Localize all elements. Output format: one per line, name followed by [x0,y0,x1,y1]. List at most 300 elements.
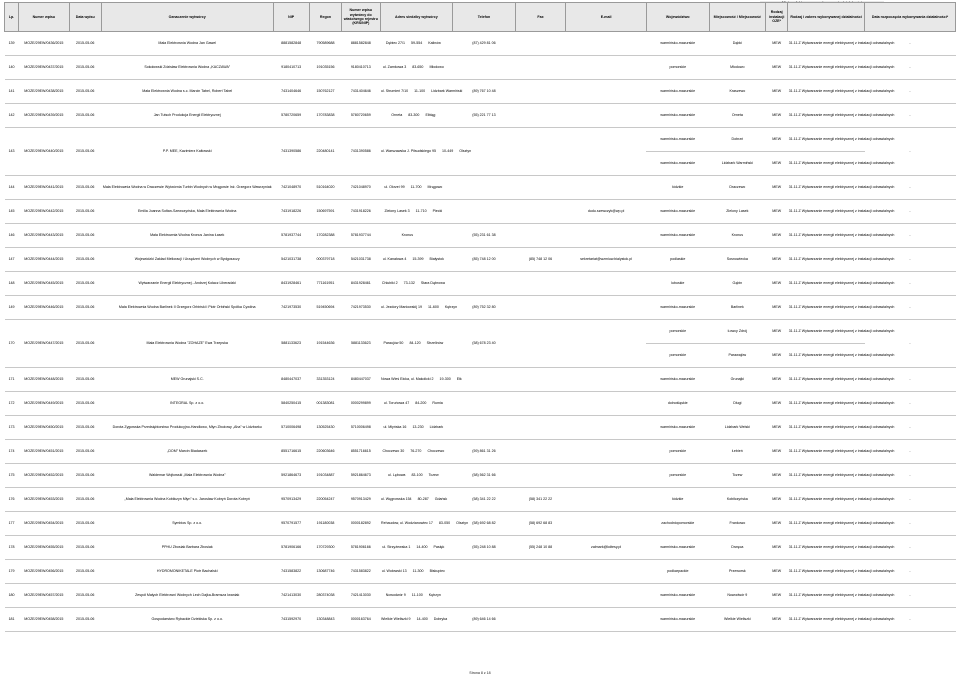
email-value [566,416,647,440]
column-header: Miejscowość / Miejscowość [709,3,766,32]
fax-value [515,176,565,200]
voivodeship-value: pomorskie [646,464,709,488]
address-city: Piecki [432,209,443,214]
entry-date: 2015-05-06 [69,512,101,536]
phone-value: (85) 748 12 00 [453,248,516,272]
start-date: - [865,320,956,368]
krs-value: 0000182892 [342,512,380,536]
entry-number: MOZE/29EW/0436/2015 [19,32,69,56]
producer-name: Mała Elektrownia Wodna w Draczewie Wytwórnia Turbin Wodnych w Mrągowie Inż. Grzegorz Wawrzyniak [101,176,273,200]
table-row [5,560,956,584]
nip-value: 5840250415 [273,392,309,416]
nip-value: 5881133623 [273,320,309,368]
table-row [5,32,956,56]
krs-value: 7431583822 [342,560,380,584]
address-addr: Chlubiki 2 [381,281,398,286]
address-city: Olsztyn [456,521,469,526]
column-header: Oznaczenie wytwórcy [101,3,273,32]
voivodeship-value: podkarpackie [646,560,709,584]
entry-number: MOZE/29EW/0458/2015 [19,608,69,632]
address-city: Rumia [432,401,443,406]
installation-type: MEW [766,560,788,584]
start-date: - [865,80,956,104]
installation-type: MEW [766,272,788,296]
table-row [5,584,956,608]
installation-type: MEW [766,608,788,632]
entry-date: 2015-05-06 [69,488,101,512]
town-value: Dąbki [709,32,766,56]
installation-type: MEW [766,416,788,440]
producer-name: Sokołowski Zdzisław Elektrownia Wodna „KACZAWA” [101,56,273,80]
voivodeship-value: pomorskie [646,344,709,368]
fax-value: (58) 341 22 22 [515,488,565,512]
address-city: Stara Dąbrowa [420,281,445,286]
town-value: Przeworsk [709,560,766,584]
town-value: Gąbin [709,272,766,296]
activity-description: 31.11.Z Wytwarzanie energii elektrycznej z instalacji odnawialnych [788,344,865,368]
town-value: Zielony Lasek [709,200,766,224]
producer-name: „Mała Elektrownia Wodna Kobiłczyn Młyn” s.c. Jarosław Kobryń Dorota Kobryń [101,488,273,512]
activity-description: 31.11.Z Wytwarzanie energii elektrycznej z instalacji odnawialnych [788,368,865,392]
address-city: Strzelinów [426,341,444,346]
krs-value: 0000163764 [342,608,380,632]
regon-value: 519450694 [309,296,341,320]
row-number: 179 [5,560,19,584]
fax-value [515,200,565,224]
table-row [5,248,956,272]
fax-value [515,296,565,320]
column-header: Numer wpisu [19,3,69,32]
activity-description: 31.11.Z Wytwarzanie energii elektrycznej z instalacji odnawialnych [788,560,865,584]
regon-value: 331353124 [309,368,341,392]
row-number: 144 [5,176,19,200]
producer-name: Mała Elektrownia Wodna Barlinek II Grzegorz Orbiński i Piotr Orbiński Spółka Cywilna [101,296,273,320]
fax-value [515,584,565,608]
address-zip: 11-600 [427,305,439,310]
producer-name: Emilia Joanna Sołtan-Szewczyńska, Mała Elektrownia Wodna [101,200,273,224]
email-value [566,560,647,584]
address-city: Kętrzyn [428,593,441,598]
fax-value [515,320,565,368]
table-row [5,200,956,224]
voivodeship-value: warmińsko-mazurskie [646,224,709,248]
start-date: - [865,128,956,176]
regon-value: 000379718 [309,248,341,272]
fax-value [515,56,565,80]
table-row [5,224,956,248]
entry-date: 2015-05-06 [69,224,101,248]
producer-name: PPHU Zbosiak Barbara Zbosiak [101,536,273,560]
start-date: - [865,200,956,224]
voivodeship-value: warmińsko-mazurskie [646,584,709,608]
town-value: Kraszewo [709,80,766,104]
address-cell [380,296,458,320]
installation-type: MEW [766,128,788,152]
regon-value: 191034887 [309,464,341,488]
address-addr: ul. Węgrowska 154 [381,497,412,502]
nip-value: 5421031738 [273,248,309,272]
entry-date: 2015-05-06 [69,200,101,224]
activity-description: 31.11.Z Wytwarzanie energii elektrycznej z instalacji odnawialnych [788,488,865,512]
page-footer: Strona 8 z 18 [469,671,491,675]
phone-value: (55) 248 10 88 [453,536,516,560]
entry-number: MOZE/29EW/0448/2015 [19,368,69,392]
town-value: Lidzbark Welski [709,416,766,440]
producer-name: INTEGRAL Sp. z o.o. [101,392,273,416]
start-date: - [865,56,956,80]
phone-value: (59) 861 31 26 [453,440,516,464]
activity-description: 31.11.Z Wytwarzanie energii elektrycznej z instalacji odnawialnych [788,32,865,56]
email-value [566,608,647,632]
entry-number: MOZE/29EW/0437/2015 [19,56,69,80]
registry-table [4,2,956,632]
phone-value [453,392,516,416]
email-value: zalmark@kdtesy.pl [566,536,647,560]
address-city: Mrągowo [427,185,443,190]
phone-value [453,584,516,608]
start-date: - [865,488,956,512]
entry-date: 2015-05-06 [69,248,101,272]
phone-value: (58) 678 23 40 [453,320,516,368]
address-zip: 83-100 [411,473,423,478]
start-date: - [865,368,956,392]
column-header: Rodzaj i zakres wykonywanej działalności [788,3,865,32]
voivodeship-value: łódzkie [646,176,709,200]
activity-description: 31.11.Z Wytwarzanie energii elektrycznej z instalacji odnawialnych [788,176,865,200]
town-value: Parawajów [709,344,766,368]
voivodeship-value: pomorskie [646,440,709,464]
entry-date: 2015-05-06 [69,392,101,416]
voivodeship-value: podlaskie [646,248,709,272]
voivodeship-value: łódzkie [646,488,709,512]
phone-value [453,56,516,80]
krs-value: 5710006498 [342,416,380,440]
column-header: Data rozpoczęcia wykonywania działalności* [865,3,956,32]
address-city: Młodowo [429,65,444,70]
address-zip: 84-120 [409,341,421,346]
regon-value: 150762127 [309,80,341,104]
address-zip: 59-554 [411,41,423,46]
address-city: Tczew [428,473,439,478]
nip-value: 7431404646 [273,80,309,104]
installation-type: MEW [766,464,788,488]
table-row [5,392,956,416]
installation-type: MEW [766,200,788,224]
address-zip: 14-400 [416,617,428,622]
krs-value: 8431928461 [342,272,380,296]
email-value [566,320,647,368]
address-cell [380,416,453,440]
entry-number: MOZE/29EW/0443/2015 [19,224,69,248]
table-row [5,320,956,344]
row-number: 139 [5,32,19,56]
fax-value [515,104,565,128]
address-cell [380,200,453,224]
entry-date: 2015-05-06 [69,416,101,440]
email-value [566,296,647,320]
entry-date: 2015-05-06 [69,80,101,104]
producer-name: Waldemar Wojtowski „Mała Elektrownia Wodna” [101,464,273,488]
krs-value: 5781937744 [342,224,380,248]
entry-number: MOZE/29EW/0442/2015 [19,200,69,224]
voivodeship-value: warmińsko-mazurskie [646,368,709,392]
entry-date: 2015-05-06 [69,104,101,128]
row-number: 173 [5,416,19,440]
producer-name: Dorota Zygowska Przedsiębiorstwo Produkcyjno-Handlowo, Młyn Zbożowy „Aha” w Lidzbarku [101,416,273,440]
activity-description: 31.11.Z Wytwarzanie energii elektrycznej z instalacji odnawialnych [788,56,865,80]
regon-value: 130525430 [309,416,341,440]
address-zip: 10-449 [442,149,454,154]
phone-value: (58) 562 31 66 [453,464,516,488]
start-date: - [865,440,956,464]
entry-date: 2015-05-06 [69,296,101,320]
installation-type: MEW [766,296,788,320]
voivodeship-value: warmińsko-mazurskie [646,152,709,176]
address-city: Lidzbark [429,425,444,430]
fax-value [515,608,565,632]
address-addr: ul. Wołowski 13 [381,569,407,574]
regon-value: 130687746 [309,560,341,584]
krs-value: 7431390586 [342,128,380,176]
town-value: Łebień [709,440,766,464]
entry-date: 2015-05-06 [69,56,101,80]
fax-value [515,416,565,440]
table-row [5,608,956,632]
entry-date: 2015-05-06 [69,536,101,560]
row-number: 175 [5,464,19,488]
installation-type: MEW [766,80,788,104]
regon-value: 191035156 [309,56,341,80]
producer-name: Mała Elektrownia Wodna Kronus Janina Łasek [101,224,273,248]
column-header: Rodzaj instalacji OZE* [766,3,788,32]
voivodeship-value: warmińsko-mazurskie [646,296,709,320]
start-date: - [865,224,956,248]
town-value: Kobiłczyńska [709,488,766,512]
voivodeship-value: warmińsko-mazurskie [646,32,709,56]
row-number: 172 [5,392,19,416]
start-date: - [865,32,956,56]
email-value [566,128,647,176]
column-header: Regon [309,3,341,32]
producer-name: HYDROMONIKETALE Piotr Bachalski [101,560,273,584]
entry-number: MOZE/29EW/0450/2015 [19,416,69,440]
address-addr: ul. Strumień 7/10 [381,89,409,94]
entry-number: MOZE/29EW/0446/2015 [19,296,69,320]
address-zip: 83-300 [408,113,420,118]
address-addr: ul. Kanałowa 4 [382,257,407,262]
row-number: 145 [5,200,19,224]
entry-number: MOZE/29EW/0454/2015 [19,512,69,536]
address-cell [380,320,453,368]
row-number: 170 [5,320,19,368]
nip-value: 5710006498 [273,416,309,440]
start-date: - [865,536,956,560]
entry-date: 2015-05-06 [69,320,101,368]
activity-description: 31.11.Z Wytwarzanie energii elektrycznej z instalacji odnawialnych [788,584,865,608]
installation-type: MEW [766,392,788,416]
email-value [566,392,647,416]
installation-type: MEW [766,344,788,368]
entry-number: MOZE/29EW/0456/2015 [19,560,69,584]
installation-type: MEW [766,248,788,272]
address-city: Ełk [456,377,462,382]
nip-value: 8881582848 [273,32,309,56]
table-row [5,440,956,464]
address-addr: Orneta [391,113,403,118]
town-value: Wielkie Wieliszki [709,608,766,632]
installation-type: MEW [766,368,788,392]
row-number: 181 [5,608,19,632]
krs-value: 0000299899 [342,392,380,416]
regon-value: 191544636 [309,320,341,368]
nip-value: 7421413030 [273,584,309,608]
address-addr: ul. Młyńska 16 [383,425,407,430]
activity-description: 31.11.Z Wytwarzanie energii elektrycznej z instalacji odnawialnych [788,416,865,440]
nip-value: 7421973530 [273,296,309,320]
entry-number: MOZE/29EW/0449/2015 [19,392,69,416]
town-value: Tczew [709,464,766,488]
krs-value: 5780720659 [342,104,380,128]
voivodeship-value: warmińsko-mazurskie [646,104,709,128]
fax-value [515,272,565,296]
address-addr: ul. Strzyżewska 1 [382,545,411,550]
column-header: NIP [273,3,309,32]
start-date: - [865,248,956,272]
nip-value: 5781937744 [273,224,309,248]
entry-date: 2015-05-06 [69,32,101,56]
address-addr: Zielony Lasek 3 [384,209,410,214]
phone-value: (89) 767 10 48 [453,80,516,104]
row-number: 177 [5,512,19,536]
voivodeship-value: zachodniopomorskie [646,512,709,536]
entry-number: MOZE/29EW/0455/2015 [19,536,69,560]
address-addr: Choczewo 30 [382,449,405,454]
town-value: Długi [709,392,766,416]
phone-value [453,200,516,224]
producer-name: Mała Elektrownia Wodna Jan Gawel [101,32,273,56]
voivodeship-value: warmińsko-mazurskie [646,128,709,152]
address-cell [380,392,453,416]
krs-value: 7421048970 [342,176,380,200]
address-city: Biskupiec [429,569,445,574]
producer-name: Jan Tutsch Produkcja Energii Elektrycznej [101,104,273,128]
entry-date: 2015-05-06 [69,584,101,608]
entry-number: MOZE/29EW/0444/2015 [19,248,69,272]
voivodeship-value: dolnośląskie [646,392,709,416]
regon-value: 170783838 [309,104,341,128]
town-value: Łowcy Zdrój [709,320,766,344]
entry-number: MOZE/29EW/0441/2015 [19,176,69,200]
row-number: 180 [5,584,19,608]
town-value: Sosnowiecka [709,248,766,272]
row-number: 140 [5,56,19,80]
krs-value: 9570913429 [342,488,380,512]
address-city: Elbląg [425,113,436,118]
krs-value: 5921864673 [342,464,380,488]
address-addr: ul. Okrzei 99 [384,185,405,190]
activity-description: 31.11.Z Wytwarzanie energii elektrycznej z instalacji odnawialnych [788,248,865,272]
start-date: - [865,512,956,536]
header-row [5,3,956,32]
address-addr: Nowodwór 9 [385,593,406,598]
installation-type: MEW [766,584,788,608]
row-number: 147 [5,248,19,272]
entry-number: MOZE/29EW/0438/2015 [19,80,69,104]
fax-value: (85) 748 12 06 [515,248,565,272]
email-value [566,584,647,608]
row-number: 142 [5,104,19,128]
fax-value [515,128,565,176]
producer-name: Wytwarzanie Energii Elektrycznej - Andrzej Kołacz Liberadzki [101,272,273,296]
fax-value [515,392,565,416]
activity-description: 31.11.Z Wytwarzanie energii elektrycznej z instalacji odnawialnych [788,224,865,248]
address-cell [380,608,453,632]
address-city: Choczewo [427,449,445,454]
voivodeship-value: warmińsko-mazurskie [646,608,709,632]
entry-number: MOZE/29EW/0439/2015 [19,104,69,128]
address-city: Pasłęk [433,545,445,550]
email-value: sekretariat@wzmiuw.bialystok.pl [566,248,647,272]
installation-type: MEW [766,56,788,80]
phone-value: (55) 221 77 13 [453,104,516,128]
installation-type: MEW [766,104,788,128]
address-city: Lidzbark Warmiński [431,89,463,94]
town-value: Orneta [709,104,766,128]
voivodeship-value: warmińsko-mazurskie [646,80,709,104]
address-cell [380,584,453,608]
activity-description: 31.11.Z Wytwarzanie energii elektrycznej z instalacji odnawialnych [788,440,865,464]
address-cell [380,272,453,296]
address-cell [380,32,453,56]
column-header: Fax [515,3,565,32]
registry-body [5,32,956,632]
regon-value: 191180038 [309,512,341,536]
activity-description: 31.11.Z Wytwarzanie energii elektrycznej z instalacji odnawialnych [788,464,865,488]
krs-value: 5421031738 [342,248,380,272]
address-addr: ul. Jezdory Maniowskij 19 [381,305,422,310]
nip-value: 7431592970 [273,608,309,632]
town-value: Grunajki [709,368,766,392]
producer-name: Symbios Sp. z o.o. [101,512,273,536]
phone-value: (55) 231 61 38 [453,224,516,248]
address-zip: 76-270 [410,449,422,454]
producer-name: MEW Grunajski S.C. [101,368,273,392]
address-addr: ul. Toruńowa 47 [383,401,410,406]
regon-value: 771161951 [309,272,341,296]
krs-value: 8480447037 [342,368,380,392]
address-city: Białystok [429,257,444,262]
address-addr: ul. Lębowa [388,473,406,478]
nip-value: 7431583822 [273,560,309,584]
entry-number: MOZE/29EW/0451/2015 [19,440,69,464]
entry-number: MOZE/29EW/0453/2015 [19,488,69,512]
nip-value: 7431918226 [273,200,309,224]
table-row [5,56,956,80]
regon-value: 001383081 [309,392,341,416]
entry-number: MOZE/29EW/0447/2015 [19,320,69,368]
town-value: Dobrzń [709,128,766,152]
address-cell [380,560,453,584]
start-date: - [865,560,956,584]
entry-date: 2015-05-06 [69,368,101,392]
address-zip: 83-650 [412,65,424,70]
table-row [5,80,956,104]
address-cell [380,368,462,392]
table-row [5,272,956,296]
row-number: 178 [5,536,19,560]
email-value [566,56,647,80]
voivodeship-value: warmińsko-mazurskie [646,416,709,440]
